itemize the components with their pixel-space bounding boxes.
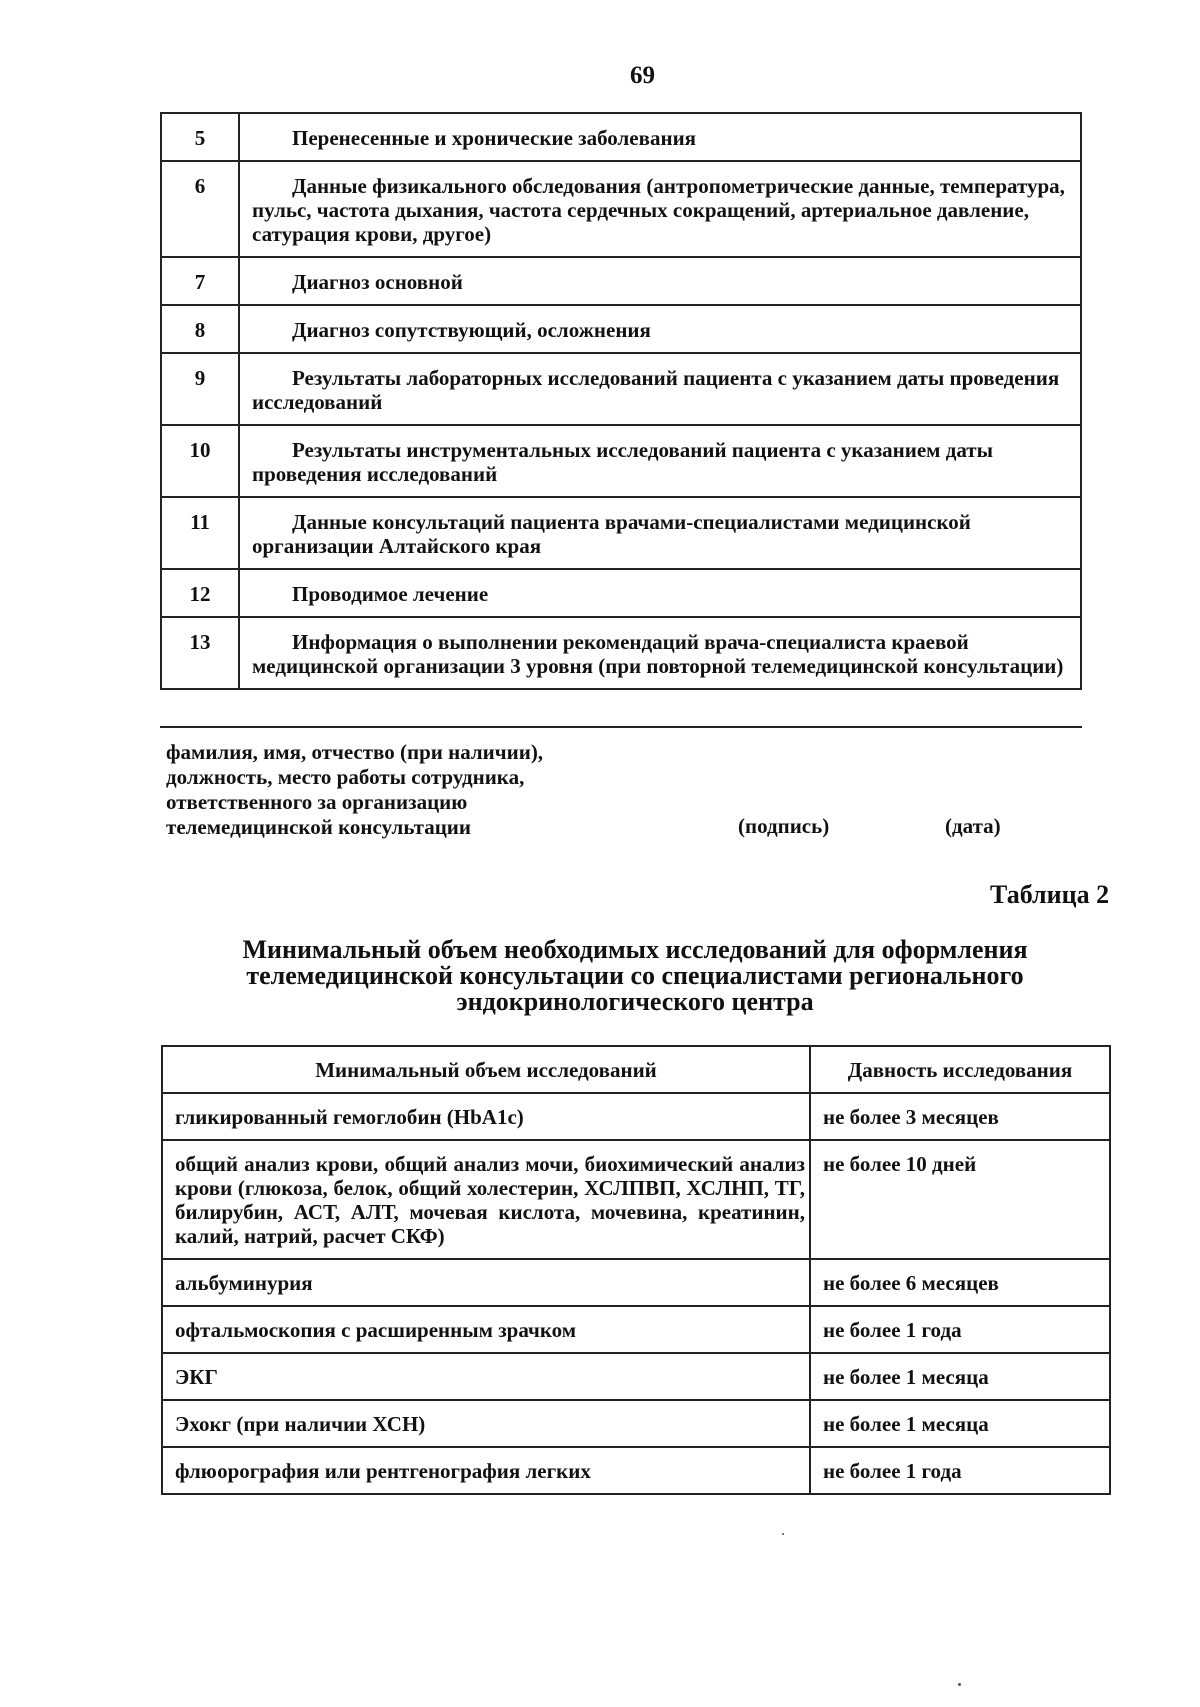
study-cell: гликированный гемоглобин (HbA1c) bbox=[162, 1093, 810, 1140]
study-cell: ЭКГ bbox=[162, 1353, 810, 1400]
signature-caption-line: ответственного за организацию bbox=[166, 790, 468, 814]
signature-caption-line: фамилия, имя, отчество (при наличии), bbox=[166, 740, 544, 764]
table-title-line: телемедицинской консультации со специалистами регионального bbox=[246, 961, 1024, 990]
row-number: 5 bbox=[161, 113, 239, 161]
row-text: Диагноз основной bbox=[239, 257, 1081, 305]
table-row bbox=[162, 1353, 1110, 1400]
table-row bbox=[161, 497, 1081, 569]
row-number: 6 bbox=[161, 161, 239, 257]
table-title-line: Минимальный объем необходимых исследований для оформления bbox=[242, 935, 1028, 964]
study-cell: общий анализ крови, общий анализ мочи, биохимический анализ крови (глюкоза, белок, общий холестерин, ХСЛПВП, ХСЛНП, ТГ, билирубин, АСТ, АЛТ, мочевая кислота, мочевина, креатинин, калий, натрий, расчет СКФ) bbox=[162, 1140, 810, 1259]
row-number: 7 bbox=[161, 257, 239, 305]
row-number: 9 bbox=[161, 353, 239, 425]
table-row bbox=[161, 617, 1081, 689]
term-cell: не более 1 года bbox=[810, 1306, 1110, 1353]
table-row bbox=[161, 113, 1081, 161]
table-title bbox=[180, 937, 1090, 1015]
scan-speck bbox=[958, 1683, 961, 1686]
table-row bbox=[161, 161, 1081, 257]
study-cell: альбуминурия bbox=[162, 1259, 810, 1306]
term-cell: не более 1 месяца bbox=[810, 1353, 1110, 1400]
table-row bbox=[162, 1140, 1110, 1259]
table-row bbox=[161, 353, 1081, 425]
column-header-term: Давность исследования bbox=[810, 1046, 1110, 1093]
row-text: Данные физикального обследования (антропометрические данные, температура, пульс, частота дыхания, частота сердечных сокращений, артериальное давление, сатурация крови, другое) bbox=[239, 161, 1081, 257]
row-text: Данные консультаций пациента врачами-специалистами медицинской организации Алтайского края bbox=[239, 497, 1081, 569]
study-cell: Эхокг (при наличии ХСН) bbox=[162, 1400, 810, 1447]
table-row bbox=[162, 1093, 1110, 1140]
table-title-line: эндокринологического центра bbox=[456, 987, 814, 1016]
signature-divider bbox=[160, 726, 1082, 728]
date-label: (дата) bbox=[945, 814, 1001, 838]
row-text: Перенесенные и хронические заболевания bbox=[239, 113, 1081, 161]
signature-caption bbox=[166, 740, 543, 840]
row-text: Информация о выполнении рекомендаций врача-специалиста краевой медицинской организации 3 уровня (при повторной телемедицинской консультации) bbox=[239, 617, 1081, 689]
term-cell: не более 1 месяца bbox=[810, 1400, 1110, 1447]
row-text: Результаты инструментальных исследований пациента с указанием даты проведения исследований bbox=[239, 425, 1081, 497]
row-text: Диагноз сопутствующий, осложнения bbox=[239, 305, 1081, 353]
table-row bbox=[162, 1259, 1110, 1306]
row-number: 13 bbox=[161, 617, 239, 689]
table-header-row bbox=[162, 1046, 1110, 1093]
column-header-studies: Минимальный объем исследований bbox=[162, 1046, 810, 1093]
table-row bbox=[161, 569, 1081, 617]
signature-caption-line: должность, место работы сотрудника, bbox=[166, 765, 525, 789]
row-text: Результаты лабораторных исследований пациента с указанием даты проведения исследований bbox=[239, 353, 1081, 425]
table-row bbox=[161, 257, 1081, 305]
row-number: 10 bbox=[161, 425, 239, 497]
table-row bbox=[162, 1447, 1110, 1494]
term-cell: не более 6 месяцев bbox=[810, 1259, 1110, 1306]
term-cell: не более 10 дней bbox=[810, 1140, 1110, 1259]
table-label: Таблица 2 bbox=[990, 880, 1110, 909]
row-number: 8 bbox=[161, 305, 239, 353]
table-row bbox=[161, 305, 1081, 353]
patient-data-table bbox=[160, 112, 1082, 690]
scan-speck bbox=[782, 1533, 784, 1535]
term-cell: не более 1 года bbox=[810, 1447, 1110, 1494]
row-number: 12 bbox=[161, 569, 239, 617]
minimum-studies-table bbox=[161, 1045, 1111, 1495]
table-row bbox=[162, 1400, 1110, 1447]
table-row bbox=[161, 425, 1081, 497]
signature-caption-line: телемедицинской консультации bbox=[166, 815, 472, 839]
row-text: Проводимое лечение bbox=[239, 569, 1081, 617]
row-number: 11 bbox=[161, 497, 239, 569]
page-number: 69 bbox=[630, 62, 655, 89]
study-cell: офтальмоскопия с расширенным зрачком bbox=[162, 1306, 810, 1353]
signature-label: (подпись) bbox=[738, 814, 830, 838]
term-cell: не более 3 месяцев bbox=[810, 1093, 1110, 1140]
table-row bbox=[162, 1306, 1110, 1353]
study-cell: флюорография или рентгенография легких bbox=[162, 1447, 810, 1494]
